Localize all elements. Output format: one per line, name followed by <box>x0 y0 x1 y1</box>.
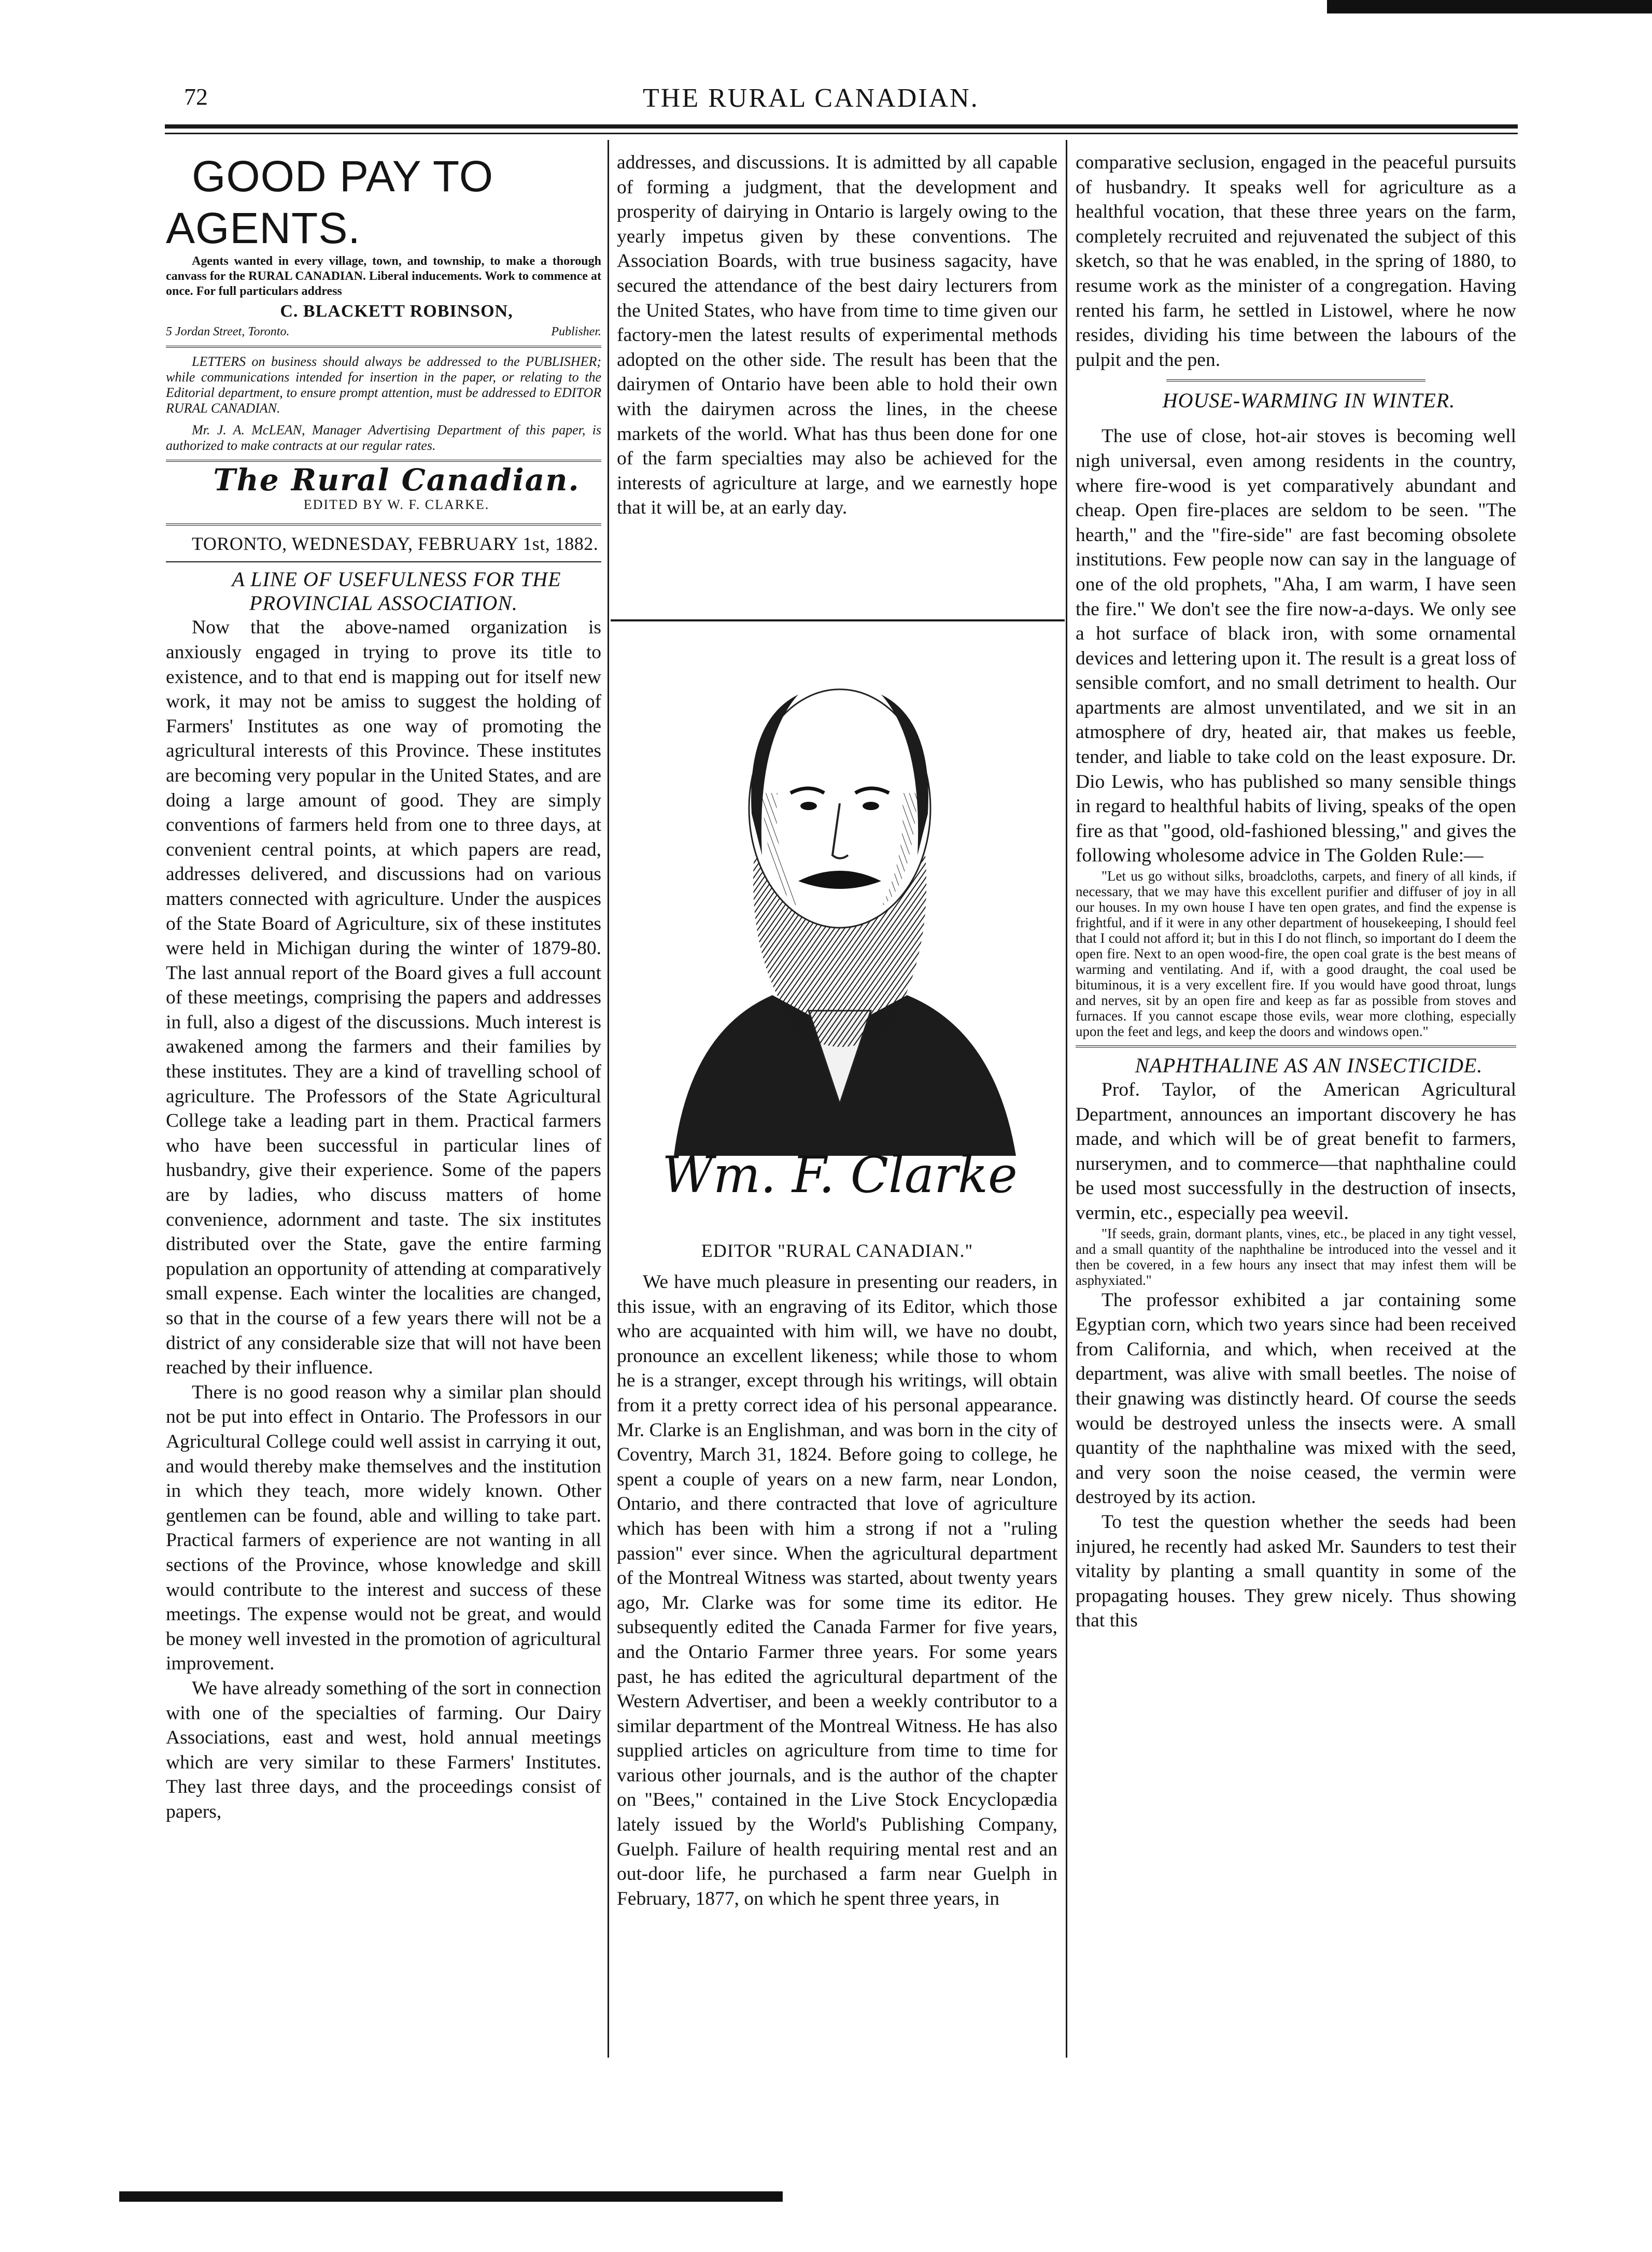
ad-address: 5 Jordan Street, Toronto. <box>166 324 290 338</box>
column-2-lower <box>617 1270 1057 1911</box>
naphthaline-heading: NAPHTHALINE AS AN INSECTICIDE. <box>1135 1054 1483 1078</box>
portrait-frame-top <box>611 619 1065 621</box>
header-rule-thick <box>165 124 1518 129</box>
naphthaline-divider <box>1076 1045 1516 1047</box>
ad-divider <box>166 346 601 348</box>
naphthaline-paragraph-1: Prof. Taylor, of the American Agricultural Department, announces an important discovery he has made, and which will be of great benefit to farmers, nurserymen, and to commerce—that naphthaline could be used most successfully in the destruction of insects, vermin, etc., especially pea weevil. <box>1076 1079 1516 1224</box>
dateline-divider-top <box>166 523 601 526</box>
page-number: 72 <box>184 83 208 110</box>
note-mclean: Mr. J. A. McLEAN, Manager Advertising Department of this paper, is authorized to make contracts at our regular rates. <box>166 422 601 453</box>
house-warming-heading: HOUSE-WARMING IN WINTER. <box>1162 389 1456 413</box>
house-warming-divider <box>1166 379 1425 381</box>
ad-address-row <box>166 324 601 339</box>
editor-article-continuation: comparative seclusion, engaged in the peaceful pursuits of husbandry. It speaks well for agriculture as a healthful vocation, that these three years on the farm, completely recruited and rejuvenated the subject of this sketch, so that he was enabled, in the spring of 1880, to resume work as the minister of a congregation. Having rented his farm, he settled in Listowel, where he now resides, dividing his time between the labours of the pulpit and the pen. <box>1076 152 1516 371</box>
portrait-eye-right <box>863 802 879 810</box>
article1-continuation: addresses, and discussions. It is admitted by all capable of forming a judgment, that the development and prosperity of dairying in Ontario is largely owing to the yearly impetus given by these conventions. The Association Boards, with true business sagacity, have secured the attendance of the best dairy lecturers from the United States, who have from time to time given our factory-men the latest results of experimental methods adopted on the other side. The result has been that the dairymen of Ontario have been able to hold their own with the dairymen across the lines, in the cheese markets of the world. What has thus been done for one of the farm specialties may also be achieved for the interests of agriculture at large, and we earnestly hope that it will be, at an early day. <box>617 152 1057 519</box>
portrait-eye-left <box>800 802 817 810</box>
article1-paragraph-3: We have already something of the sort in connection with one of the specialties of farming. Our Dairy Associations, east and west, hold annual meetings which are very similar to these Farmers' Institutes. They last three days, and the proceedings consist of papers, <box>166 1677 601 1822</box>
dateline: TORONTO, WEDNESDAY, FEBRUARY 1st, 1882. <box>192 533 599 554</box>
editor-article: We have much pleasure in presenting our readers, in this issue, with an engraving of its Editor, which those who are acquainted with him will, we have no doubt, pronounce an excellent likeness; while those to whom he is a stranger, except through his writings, will obtain from it a pretty correct idea of his personal appearance. Mr. Clarke is an Englishman, and was born in the city of Coventry, March 31, 1824. Before going to college, he spent a couple of years on a new farm, near London, Ontario, and there contracted that love of agriculture which has been with him a strong if not a "ruling passion" ever since. When the agricultural department of the Montreal Witness was started, about twenty years ago, Mr. Clarke was for some time its editor. He subsequently edited the Canada Farmer for five years, and the Ontario Farmer three years. For some years past, he has edited the agricultural department of the Western Advertiser, and been a weekly contributor to a similar department of the Montreal Witness. He has also supplied articles on agriculture from time to time for various other journals, and is the author of the chapter on "Bees," contained in the Live Stock Encyclopædia lately issued by the World's Publishing Company, Guelph. Failure of health requiring mental rest and an out-door life, he purchased a farm near Guelph in February, 1877, on which he spent three years, in <box>617 1271 1057 1909</box>
editor-portrait <box>643 638 1037 1213</box>
masthead: THE RURAL CANADIAN. <box>643 83 979 113</box>
house-warming-quote: "Let us go without silks, broadcloths, carpets, and finery of all kinds, if necessary, that we may have this excellent purifier and diffuser of joy in all our houses. In my own house I have ten open grates, and find the expense is frightful, and if it were in any other department of housekeeping, I should feel that I could not afford it; but in this I do not flinch, so important do I deem the open fire. Next to an open wood-fire, the open coal grate is the best means of warming and ventilating. And if, with a good draught, the coal used be bituminous, it is a very excellent fire. If you would have good throat, lungs and nerves, sit by an open fire and keep as far as possible from stoves and furnaces. If you cannot escape those evils, wear more clothing, especially upon the feet and legs, and keep the doors and windows open." <box>1076 868 1516 1040</box>
scan-edge-top <box>1327 0 1652 13</box>
article1-paragraph-2: There is no good reason why a similar plan should not be put into effect in Ontario. The Professors in our Agricultural College could well assist in carrying it out, and would thereby make themselves and the institution in which they teach, more widely known. Other gentlemen can be found, able and willing to take part. Practical farmers of experience are not wanting in all sections of the Province, whose knowledge and skill would contribute to the interest and success of these meetings. The expense would not be great, and would be money well invested in the promotion of agricultural improvement. <box>166 1381 601 1675</box>
column-divider-1 <box>608 140 609 2058</box>
article1-paragraph-1: Now that the above-named organization is anxiously engaged in trying to prove its title to existence, and to that end is mapping out for itself new work, it may not be amiss to suggest the holding of Farmers' Institutes as one way of promoting the agricultural interests of this Province. These institutes are becoming very popular in the United States, and are doing a large amount of good. They are simply conventions of farmers held from one to three days, at convenient central points, at which papers are read, addresses delivered, and discussions had on various matters connected with agriculture. Under the auspices of the State Board of Agriculture, six of these institutes were held in Michigan during the winter of 1879-80. The last annual report of the Board gives a full account of these meetings, comprising the papers and addresses in full, also a digest of the discussions. Much interest is awakened among the farmers and their families by these institutes. They are a kind of travelling school of agriculture. The Professors of the State Agricultural College take a leading part in them. Practical farmers who have been successful in particular lines of husbandry, give their experience. Some of the papers are by ladies, who discuss matters of home convenience, adornment and taste. The six institutes distributed over the State, gave the entire farming population an opportunity of attending at comparatively small expense. Each winter the localities are changed, so that in the course of a few years there will not be a district of any considerable size that will not have been reached by their influence. <box>166 617 601 1379</box>
notes-divider <box>166 460 601 462</box>
paper-title: The Rural Canadian. <box>213 462 580 498</box>
naphthaline-paragraph-3: To test the question whether the seeds had been injured, he recently had asked Mr. Saunders to test their vitality by planting a small quantity in some of the propagating houses. They grew nicely. Thus showing that this <box>1076 1511 1516 1632</box>
portrait-caption: EDITOR "RURAL CANADIAN." <box>701 1240 973 1261</box>
header-rule-thin <box>165 133 1518 134</box>
house-warming-text: The use of close, hot-air stoves is becoming well nigh universal, even among residents in the country, where fire-wood is yet comparatively abundant and cheap. Open fire-places are seldom to be seen. "The hearth," and the "fire-side" are fast becoming obsolete institutions. Few people now can say in the language of one of the old prophets, "Aha, I am warm, I have seen the fire." We don't see the fire now-a-days. We only see a hot surface of black iron, with some ornamental devices and lettering upon it. The result is a great loss of sensible comfort, and no small detriment to health. Our apartments are almost unventilated, and we sit in an atmosphere of dry, heated air, that makes us feeble, tender, and liable to take cold on the least exposure. Dr. Dio Lewis, who has published so many sensible things in regard to healthful habits of living, speaks of the open fire as that "good, old-fashioned blessing," and gives the following wholesome advice in The Golden Rule:— <box>1076 426 1516 867</box>
ad-role: Publisher. <box>551 324 601 338</box>
naphthaline-paragraph-2: The professor exhibited a jar containing some Egyptian corn, which two years since had been received from California, and which, when received at the department, was alive with small beetles. The noise of their gnawing was distinctly heard. Of course the seeds would be destroyed unless the insects were. A small quantity of the naphthaline was mixed with the seed, and very soon the noise ceased, the vermin were destroyed by its action. <box>1076 1289 1516 1508</box>
column-1 <box>166 150 601 1824</box>
ad-headline: GOOD PAY TO AGENTS. <box>166 152 494 252</box>
column-2 <box>617 150 1057 520</box>
edited-by: EDITED BY W. F. CLARKE. <box>303 497 490 513</box>
ad-body: Agents wanted in every village, town, and township, to make a thorough canvass for the RURAL CANADIAN. Liberal inducements. Work to commence at once. For full particulars address <box>166 254 601 298</box>
note-letters: LETTERS on business should always be addressed to the PUBLISHER; while communications intended for insertion in the paper, or relating to the Editorial department, to ensure prompt attention, must be addressed to EDITOR RURAL CANADIAN. <box>166 353 601 416</box>
article1-heading: A LINE OF USEFULNESS FOR THE PROVINCIAL ASSOCIATION. <box>232 568 561 615</box>
column-divider-2 <box>1066 140 1067 2058</box>
naphthaline-quote: "If seeds, grain, dormant plants, vines, etc., be placed in any tight vessel, and a small quantity of the naphthaline be introduced into the vessel and it then be covered, in a few hours any insect that may infest them will be asphyxiated." <box>1076 1225 1516 1288</box>
column-3 <box>1076 150 1516 1633</box>
scan-streak-bottom <box>119 2191 783 2202</box>
ad-signature: C. BLACKETT ROBINSON, <box>280 302 513 321</box>
dateline-divider-bottom <box>166 561 601 562</box>
portrait-signature: Wm. F. Clarke <box>662 1146 1018 1204</box>
